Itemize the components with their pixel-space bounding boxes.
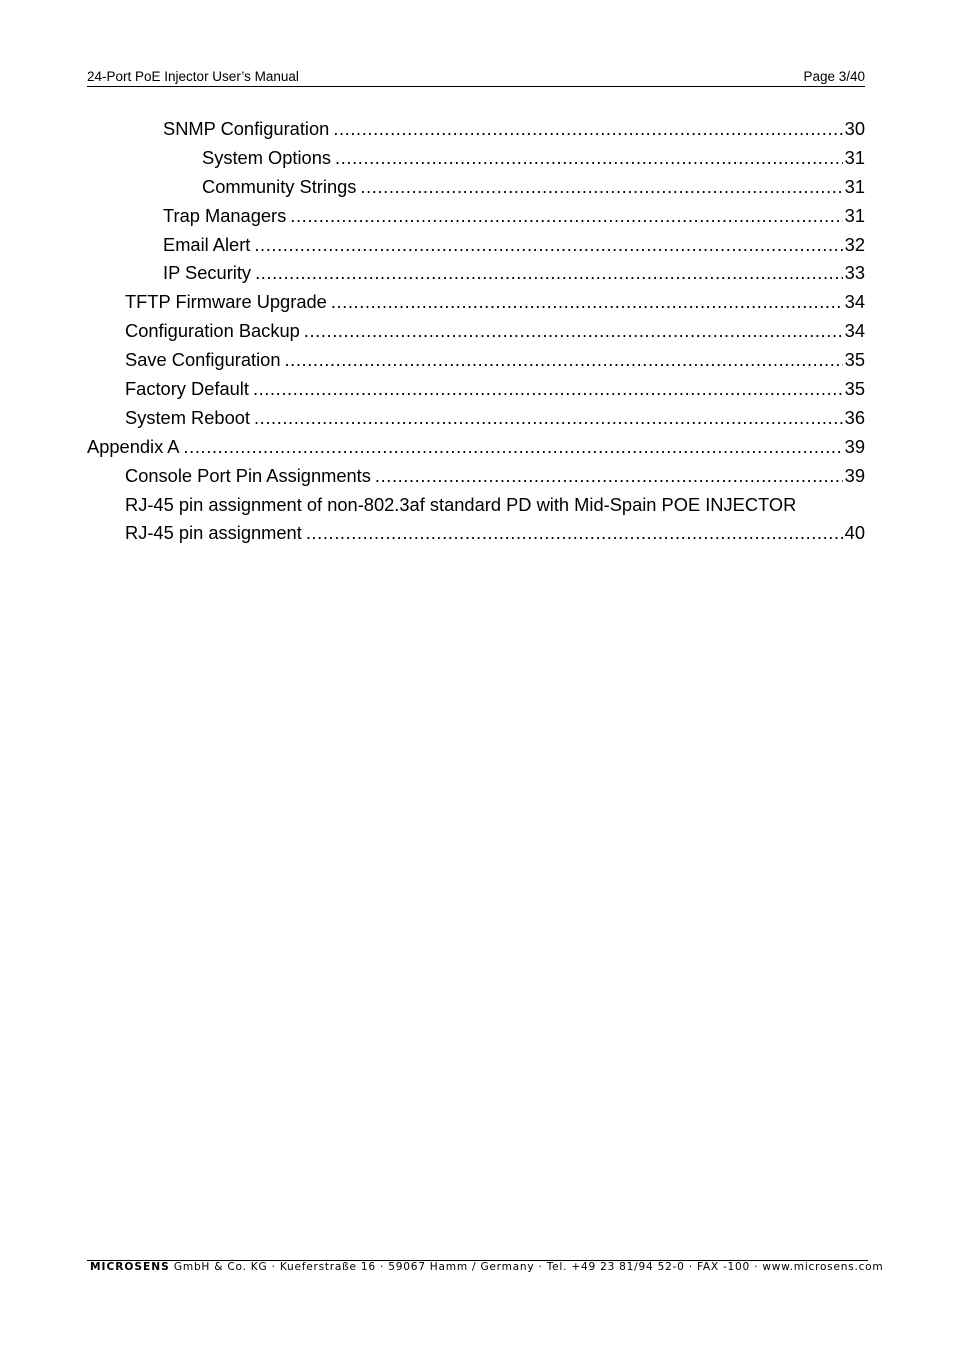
page-footer — [90, 1261, 883, 1274]
toc-entry-page: 35 — [844, 349, 865, 371]
toc-entry-title: System Reboot — [125, 406, 250, 428]
toc-entry[interactable] — [87, 317, 865, 346]
toc-entry-title: SNMP Configuration — [163, 118, 330, 139]
toc-entry-title: Factory Default — [125, 378, 249, 400]
toc-dot-leader — [255, 259, 843, 288]
toc-dot-leader — [290, 202, 842, 231]
table-of-contents — [87, 115, 865, 548]
toc-dot-leader — [285, 346, 843, 375]
toc-entry[interactable] — [87, 202, 865, 231]
footer-address: GmbH & Co. KG · Kueferstraße 16 · 59067 Hamm / Germany · Tel. +49 23 81/94 52-0 · FAX -100 · www.microsens.com — [169, 1261, 884, 1273]
toc-dot-leader — [253, 375, 843, 404]
toc-entry[interactable] — [87, 144, 865, 173]
toc-dot-leader — [254, 404, 843, 433]
toc-entry-title: System Options — [202, 146, 332, 168]
toc-entry-title: IP Security — [163, 262, 252, 284]
toc-entry-page: 35 — [844, 378, 865, 400]
toc-dot-leader — [375, 462, 843, 491]
page-header — [87, 68, 865, 87]
toc-entry[interactable] — [87, 173, 865, 202]
toc-entry-title: RJ-45 pin assignment — [125, 522, 302, 544]
page-number: Page 3/40 — [803, 69, 865, 84]
toc-entry[interactable] — [87, 433, 865, 462]
toc-entry[interactable] — [87, 375, 865, 404]
toc-entry[interactable] — [87, 288, 865, 317]
toc-entry-page: 34 — [844, 291, 865, 313]
toc-entry[interactable] — [87, 259, 865, 288]
toc-dot-leader — [360, 173, 842, 202]
toc-entry-title: RJ-45 pin assignment of non-802.3af standard PD with Mid-Spain POE INJECTOR — [125, 493, 797, 515]
toc-dot-leader — [254, 231, 842, 260]
toc-dot-leader — [333, 115, 842, 144]
toc-entry-title: Configuration Backup — [125, 320, 300, 342]
document-title: 24-Port PoE Injector User’s Manual — [87, 69, 299, 84]
toc-entry-page: 40 — [844, 522, 865, 544]
toc-entry-page: 34 — [844, 320, 865, 342]
toc-entry-page: 31 — [844, 146, 865, 168]
toc-entry-title: Appendix A — [87, 435, 180, 457]
toc-dot-leader — [331, 288, 843, 317]
toc-entry-page: 36 — [844, 406, 865, 428]
toc-dot-leader — [335, 144, 843, 173]
toc-entry-title: Console Port Pin Assignments — [125, 464, 371, 486]
toc-dot-leader — [304, 317, 843, 346]
toc-entry[interactable] — [87, 115, 865, 144]
toc-entry[interactable] — [87, 462, 865, 491]
toc-entry-title: Trap Managers — [163, 204, 287, 226]
toc-entry-title: Community Strings — [202, 175, 357, 197]
footer-brand: MICROSENS — [90, 1261, 170, 1273]
toc-entry-title: Save Configuration — [125, 349, 281, 371]
toc-entry-page: 31 — [844, 175, 865, 197]
toc-entry-page: 32 — [844, 233, 865, 255]
toc-entry-page: 31 — [844, 204, 865, 226]
toc-dot-leader — [306, 519, 843, 548]
toc-dot-leader — [184, 433, 843, 462]
toc-entry-page: 30 — [844, 118, 865, 139]
toc-entry[interactable] — [87, 404, 865, 433]
toc-entry[interactable] — [87, 519, 865, 548]
toc-entry[interactable] — [87, 231, 865, 260]
toc-entry[interactable] — [87, 346, 865, 375]
toc-entry-title: Email Alert — [163, 233, 251, 255]
toc-entry-page: 39 — [844, 435, 865, 457]
toc-entry[interactable] — [87, 491, 865, 520]
toc-entry-title: TFTP Firmware Upgrade — [125, 291, 327, 313]
toc-entry-page: 39 — [844, 464, 865, 486]
toc-entry-page: 33 — [844, 262, 865, 284]
